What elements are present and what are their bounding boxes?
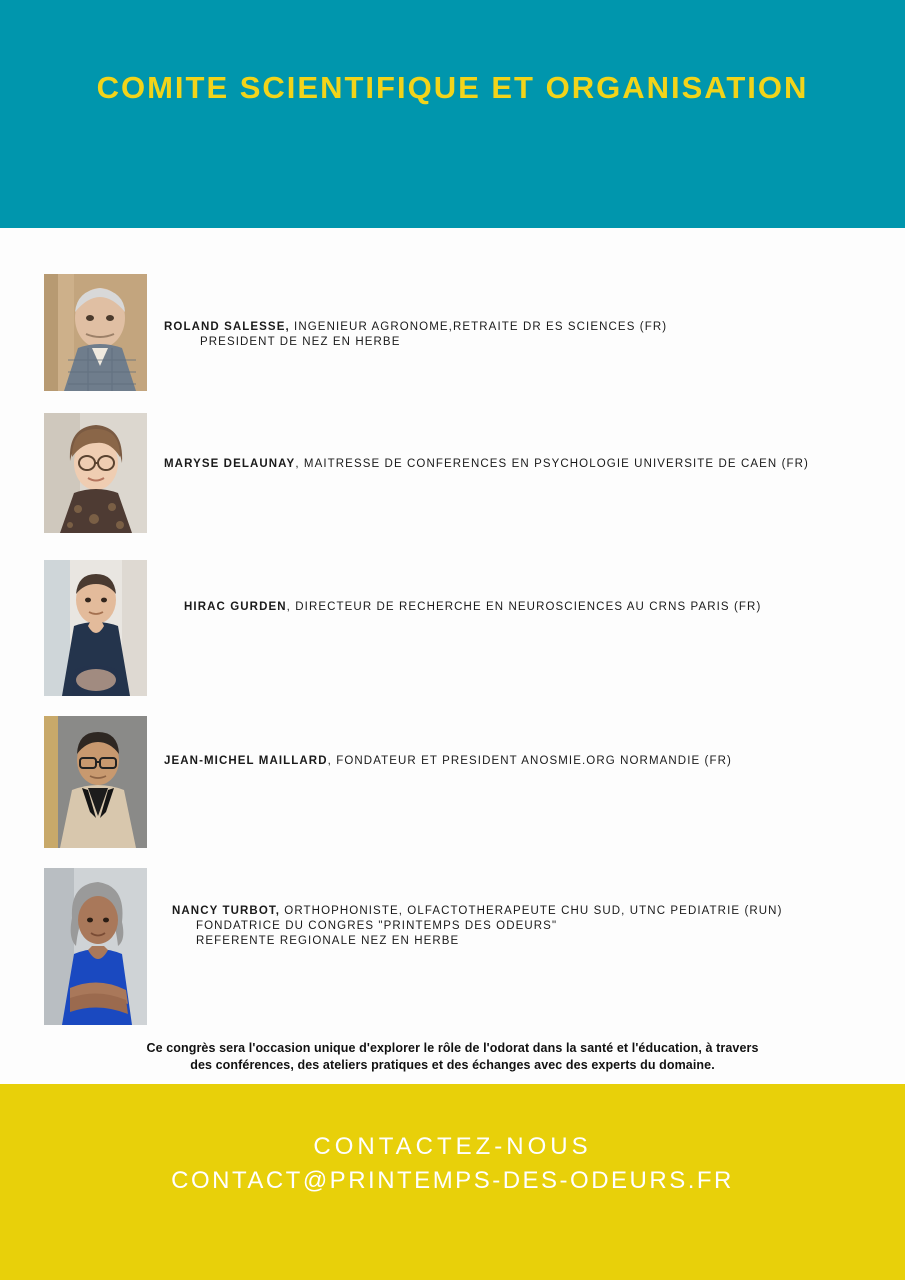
person-name: HIRAC GURDEN [184, 601, 287, 613]
person-role: , MAITRESSE DE CONFERENCES EN PSYCHOLOGIE UNIVERSITE DE CAEN (FR) [295, 458, 809, 470]
closing-paragraph [0, 1040, 905, 1074]
person-name-role [164, 457, 905, 472]
person-details [164, 457, 905, 472]
page-title: COMITE SCIENTIFIQUE ET ORGANISATION [96, 70, 809, 105]
avatar [44, 716, 147, 848]
person-role: , DIRECTEUR DE RECHERCHE EN NEUROSCIENCES AU CRNS PARIS (FR) [286, 601, 762, 613]
person-details [164, 600, 905, 615]
person-extra-line: PRESIDENT DE NEZ EN HERBE [200, 336, 401, 348]
person-role: INGENIEUR AGRONOME,RETRAITE DR ES SCIENCES (FR) [289, 321, 668, 333]
page-footer-banner [0, 1084, 905, 1280]
person-name: MARYSE DELAUNAY [164, 458, 296, 470]
person-name: ROLAND SALESSE, [164, 321, 290, 333]
avatar [44, 560, 147, 696]
committee-list [0, 228, 905, 1080]
person-name-role [164, 600, 905, 615]
person-details [172, 904, 905, 949]
avatar [44, 868, 147, 1025]
closing-line-2: des conférences, des ateliers pratiques et des échanges avec des experts du domaine. [190, 1058, 715, 1072]
contact-label: CONTACTEZ-NOUS [313, 1133, 592, 1160]
person-name-role [164, 754, 905, 769]
person-extra-line: FONDATRICE DU CONGRES "PRINTEMPS DES ODEURS" [196, 920, 558, 932]
closing-line-1: Ce congrès sera l'occasion unique d'explorer le rôle de l'odorat dans la santé et l'éducation, à travers [146, 1041, 759, 1055]
person-role: , FONDATEUR ET PRESIDENT ANOSMIE.ORG NORMANDIE (FR) [327, 755, 732, 767]
person-extra-line: REFERENTE REGIONALE NEZ EN HERBE [196, 935, 460, 947]
person-details [164, 320, 905, 350]
avatar [44, 413, 147, 533]
avatar [44, 274, 147, 391]
person-name: JEAN-MICHEL MAILLARD [164, 755, 328, 767]
person-name-role [172, 904, 905, 919]
page-header-banner [0, 0, 905, 228]
person-name-role [164, 320, 905, 335]
person-details [164, 754, 905, 769]
person-name: NANCY TURBOT, [172, 905, 281, 917]
person-role: ORTHOPHONISTE, OLFACTOTHERAPEUTE CHU SUD, UTNC PEDIATRIE (RUN) [280, 905, 783, 917]
contact-block [0, 1130, 905, 1198]
contact-email[interactable]: CONTACT@PRINTEMPS-DES-ODEURS.FR [171, 1167, 734, 1194]
